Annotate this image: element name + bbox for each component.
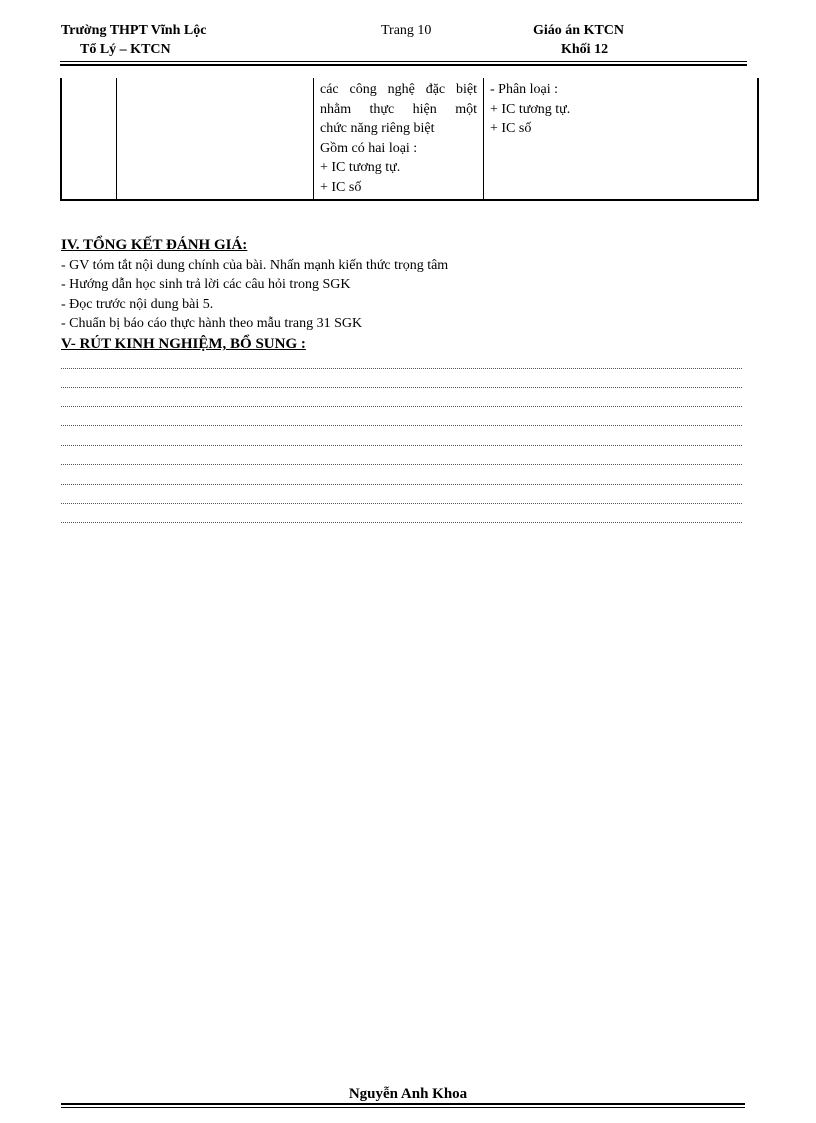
table-cell-summary	[484, 78, 759, 200]
header-page: Trang 10	[381, 23, 432, 38]
table-cell-empty-1	[61, 78, 117, 200]
dotted-line	[61, 484, 742, 485]
section-4-item: - Hướng dẫn học sinh trả lời các câu hỏi trong SGK	[61, 277, 351, 292]
content-line: chức năng riêng biệt	[320, 121, 435, 136]
table-cell-empty-2	[117, 78, 314, 200]
dotted-line	[61, 445, 742, 446]
section-4-item: - Chuẩn bị báo cáo thực hành theo mẫu trang 31 SGK	[61, 316, 363, 331]
lesson-table	[60, 78, 759, 201]
header-rule-bottom	[60, 64, 747, 66]
summary-line: - Phân loại :	[490, 82, 559, 97]
dotted-line	[61, 406, 742, 407]
header-rule-top	[60, 61, 747, 62]
dotted-line	[61, 522, 742, 523]
dotted-line	[61, 387, 742, 388]
footer-rule-top	[61, 1103, 745, 1105]
section-4-title: IV. TỔNG KẾT ĐÁNH GIÁ:	[61, 237, 248, 253]
header-grade: Khối 12	[561, 42, 609, 57]
section-5-title: V- RÚT KINH NGHIỆM, BỔ SUNG :	[61, 336, 306, 352]
content-line: + IC tương tự.	[320, 160, 401, 175]
content-line: nhằm thực hiện một	[320, 101, 477, 117]
header-group: Tổ Lý – KTCN	[80, 42, 171, 57]
content-line: + IC số	[320, 179, 362, 195]
dotted-line	[61, 425, 742, 426]
content-line: Gồm có hai loại :	[320, 140, 418, 156]
dotted-line	[61, 503, 742, 504]
footer-rule-bottom	[61, 1107, 745, 1108]
content-line: các công nghệ đặc biệt	[320, 82, 477, 97]
table-row	[61, 78, 758, 200]
header-school: Trường THPT Vĩnh Lộc	[61, 23, 207, 38]
header-subject: Giáo án KTCN	[533, 23, 625, 38]
summary-line: + IC tương tự.	[490, 101, 571, 117]
footer-author: Nguyễn Anh Khoa	[348, 1086, 468, 1102]
dotted-line	[61, 464, 742, 465]
summary-line: + IC số	[490, 121, 532, 136]
section-4-item: - GV tóm tắt nội dung chính của bài. Nhấn mạnh kiến thức trọng tâm	[61, 258, 449, 273]
table-cell-content	[314, 78, 484, 200]
dotted-line	[61, 368, 742, 369]
section-4-item: - Đọc trước nội dung bài 5.	[61, 297, 214, 312]
